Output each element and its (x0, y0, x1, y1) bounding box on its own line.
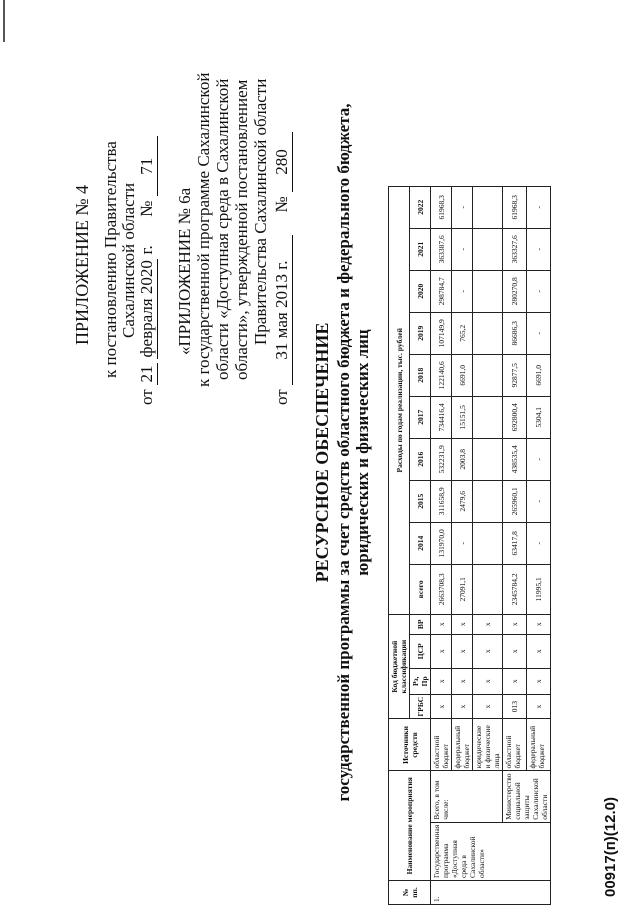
col-year: 2015 (410, 480, 431, 522)
cell-year-value: 532231,9 (431, 438, 452, 480)
year-suffix: г. (137, 245, 156, 255)
cell-total: 27091,1 (452, 564, 473, 614)
cell-rz: x (473, 668, 503, 694)
old-appendix-line2: области «Доступная среда в Сахалинской (213, 78, 232, 380)
col-year: 2016 (410, 438, 431, 480)
cell-rz: x (527, 668, 551, 694)
row-source: областной бюджет (431, 719, 452, 771)
cell-year-value: 131970,0 (431, 522, 452, 564)
row-number: 1. (431, 881, 551, 905)
cell-total: 11995,1 (527, 564, 551, 614)
cell-year-value: 92877,5 (503, 354, 527, 396)
from-label: от (137, 389, 156, 405)
row-responsible: Министерство социальной защиты Сахалинской области (503, 771, 551, 822)
cell-rz: x (503, 668, 527, 694)
cell-year-value: - (527, 270, 551, 312)
cell-year-value (473, 228, 503, 270)
col-year: 2017 (410, 396, 431, 438)
number-value: 71 (137, 136, 158, 196)
cell-year-value: - (452, 522, 473, 564)
cell-grbs: x (527, 694, 551, 719)
row-source: юридические и физические лица (473, 719, 503, 771)
cell-csr: x (452, 634, 473, 668)
cell-year-value: 363327,6 (503, 228, 527, 270)
cell-year-value: 6691,0 (527, 354, 551, 396)
old-appendix-date-line (272, 132, 293, 405)
old-date: 31 мая 2013 г. (272, 235, 293, 385)
cell-csr: x (431, 634, 452, 668)
cell-vr: x (527, 614, 551, 634)
cell-year-value (473, 312, 503, 354)
cell-year-value: - (527, 480, 551, 522)
number-label: № (272, 196, 291, 213)
old-appendix-line4: Правительства Сахалинской области (251, 78, 270, 345)
row-source: федеральный бюджет (452, 719, 473, 771)
old-appendix-title: «ПРИЛОЖЕНИЕ № 6а (175, 187, 194, 355)
region-line: Сахалинской области (119, 182, 138, 338)
old-appendix-line3: области», утвержденной постановлением (232, 79, 251, 380)
cell-vr: x (503, 614, 527, 634)
table-row (431, 186, 452, 904)
col-year: 2019 (410, 312, 431, 354)
cell-vr: x (431, 614, 452, 634)
col-year: 2021 (410, 228, 431, 270)
header-row-1 (389, 186, 410, 904)
cell-year-value: 61968,3 (431, 186, 452, 228)
cell-year-value: 15151,5 (452, 396, 473, 438)
document-title: РЕСУРСНОЕ ОБЕСПЕЧЕНИЕ (312, 322, 332, 583)
cell-year-value: 6691,0 (452, 354, 473, 396)
cell-year-value: 107149,9 (431, 312, 452, 354)
col-name-header: Наименование мероприятия (389, 771, 431, 881)
cell-year-value: 438535,4 (503, 438, 527, 480)
resolution-date-line (137, 136, 158, 405)
cell-year-value: - (452, 228, 473, 270)
old-number-value: 280 (272, 132, 293, 192)
col-budget-code-header: Код бюджетной классификации (389, 614, 410, 719)
cell-year-value: 122140,6 (431, 354, 452, 396)
cell-year-value: 63417,8 (503, 522, 527, 564)
col-year: 2014 (410, 522, 431, 564)
scan-edge-mark (3, 0, 5, 42)
cell-year-value (473, 396, 503, 438)
col-rz: Рз, Пр (410, 668, 431, 694)
col-expenses-header: Расходы по годам реализации, тыс. рублей (389, 186, 410, 614)
cell-year-value: - (527, 228, 551, 270)
col-grbs: ГРБС (410, 694, 431, 719)
cell-year-value: - (527, 522, 551, 564)
cell-year-value: 2479,6 (452, 480, 473, 522)
cell-total: 2345784,2 (503, 564, 527, 614)
cell-year-value: 765,2 (452, 312, 473, 354)
date-day: 21 (137, 363, 158, 385)
cell-year-value (473, 186, 503, 228)
cell-vr: x (473, 614, 503, 634)
col-vr: ВР (410, 614, 431, 634)
cell-rz: x (431, 668, 452, 694)
table-row (503, 186, 527, 904)
cell-year-value: 2003,8 (452, 438, 473, 480)
resolution-line: к постановлению Правительства (101, 141, 120, 378)
cell-year-value: 61968,3 (503, 186, 527, 228)
cell-year-value: 363387,6 (431, 228, 452, 270)
date-month-year: февраля 2020 (137, 260, 156, 358)
cell-year-value: - (527, 438, 551, 480)
cell-year-value: - (452, 270, 473, 312)
row-source: областной бюджет (503, 719, 527, 771)
col-year: 2022 (410, 186, 431, 228)
document-subtitle-2: юридических и физических лиц (353, 329, 372, 576)
col-sources-header: Источники средств (389, 719, 431, 771)
cell-grbs: 013 (503, 694, 527, 719)
col-num-header: № пп. (389, 881, 431, 905)
appendix-title: ПРИЛОЖЕНИЕ № 4 (72, 184, 92, 345)
document-subtitle-1: государственной программы за счет средств областного бюджета и федерального бюджета, (334, 103, 353, 802)
cell-year-value: - (527, 312, 551, 354)
row-program-name: Государственная программа «Доступная среда в Сахалинской области» (431, 822, 551, 880)
cell-year-value: 311658,9 (431, 480, 452, 522)
cell-year-value: 86686,3 (503, 312, 527, 354)
from-label: от (272, 389, 291, 405)
cell-total: 2663708,3 (431, 564, 452, 614)
cell-year-value: 298784,7 (431, 270, 452, 312)
cell-grbs: x (473, 694, 503, 719)
cell-year-value: - (452, 186, 473, 228)
row-source: федеральный бюджет (527, 719, 551, 771)
cell-year-value (473, 438, 503, 480)
table-body (431, 186, 551, 904)
cell-year-value: 692800,4 (503, 396, 527, 438)
cell-year-value: - (527, 186, 551, 228)
cell-year-value: 280270,8 (503, 270, 527, 312)
row-responsible: Всего, в том числе: (431, 771, 503, 822)
cell-year-value (473, 270, 503, 312)
cell-total (473, 564, 503, 614)
cell-csr: x (527, 634, 551, 668)
cell-csr: x (503, 634, 527, 668)
footer-code: 00917(п)(12.0) (602, 797, 619, 897)
cell-csr: x (473, 634, 503, 668)
cell-year-value (473, 522, 503, 564)
cell-year-value: 734416,4 (431, 396, 452, 438)
cell-rz: x (452, 668, 473, 694)
col-csr: ЦСР (410, 634, 431, 668)
cell-year-value (473, 480, 503, 522)
cell-year-value: 5304,1 (527, 396, 551, 438)
cell-year-value (473, 354, 503, 396)
cell-vr: x (452, 614, 473, 634)
old-appendix-line1: к государственной программе Сахалинской (194, 72, 213, 387)
col-year: 2020 (410, 270, 431, 312)
resource-table (388, 186, 551, 905)
number-label: № (137, 200, 156, 217)
col-total: всего (410, 564, 431, 614)
col-year: 2018 (410, 354, 431, 396)
cell-year-value: 265960,1 (503, 480, 527, 522)
cell-grbs: x (431, 694, 452, 719)
cell-grbs: x (452, 694, 473, 719)
